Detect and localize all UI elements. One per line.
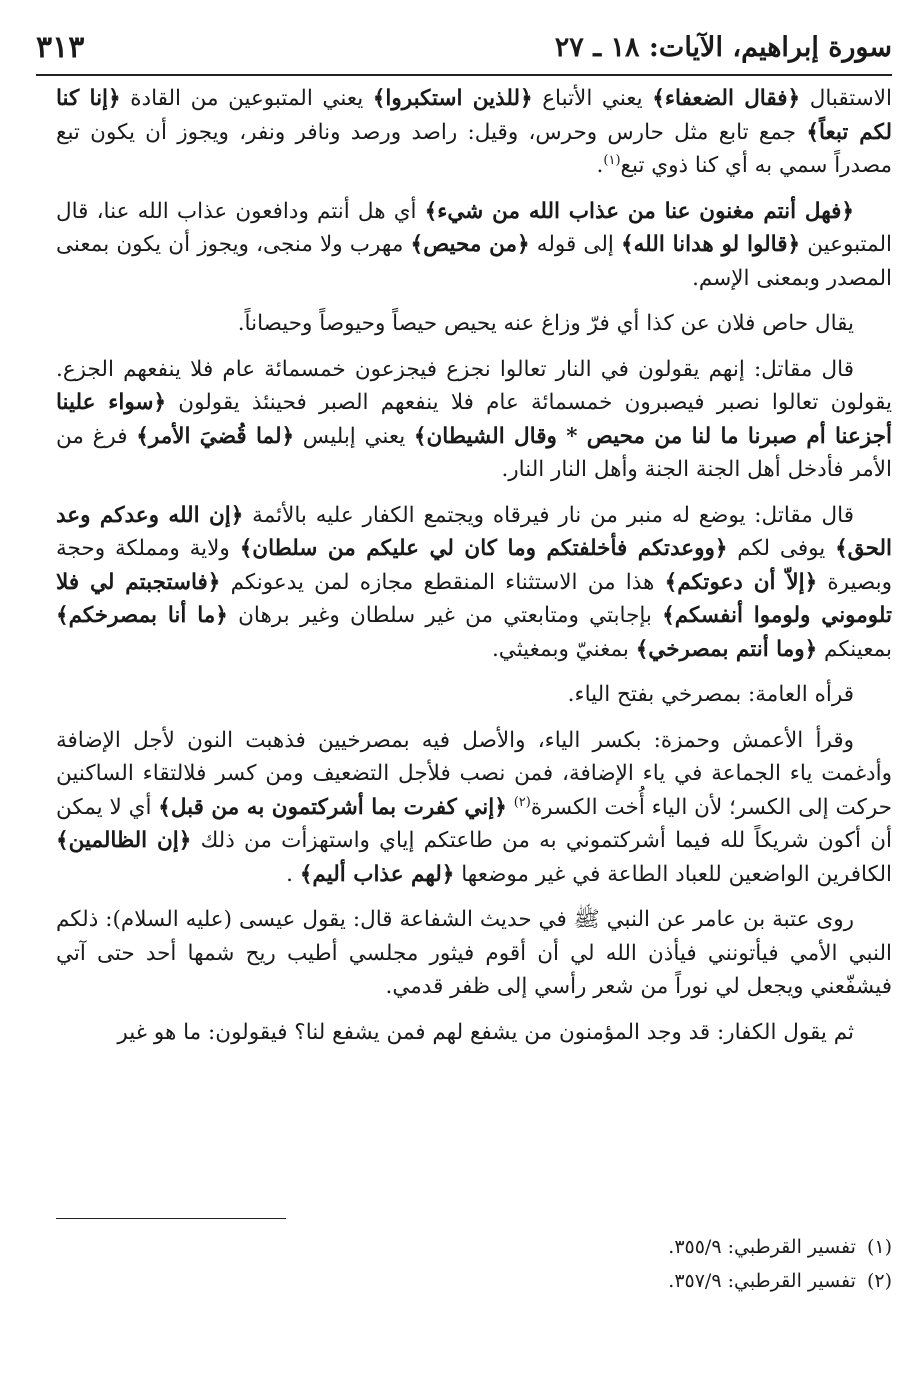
footnote-ref: (٢) bbox=[513, 794, 531, 810]
page-header bbox=[36, 30, 892, 70]
footnote-2 bbox=[56, 1264, 892, 1298]
paragraph-2: ﴿فهل أنتم مغنون عنا من عذاب الله من شيء﴾ أي هل أنتم ودافعون عذاب الله عنا، قال المتبوعين ﴿قالوا لو هدانا الله﴾ إلى قوله ﴿من محيص﴾ مهرب ولا منجى، ويجوز أن يكون بمعنى المصدر وبمعنى الإسم. bbox=[56, 198, 892, 291]
paragraph-5: قال مقاتل: يوضع له منبر من نار فيرقاه ويجتمع الكفار عليه بالأئمة ﴿إن الله وعدكم وعد الحق﴾ يوفى لكم ﴿ووعدتكم فأخلفتكم وما كان لي عليكم من سلطان﴾ ولاية ومملكة وحجة وبصيرة ﴿إلاّ أن دعوتكم﴾ هذا من الاستثناء المنقطع مجازه لمن يدعونكم ﴿فاستجبتم لي فلا تلوموني ولوموا أنفسكم﴾ بإجابتي ومتابعتي من غير سلطان وغير برهان ﴿ما أنا بمصرخكم﴾ بمعينكم ﴿وما أنتم بمصرخي﴾ بمغنيّ وبمغيثي. bbox=[56, 502, 893, 662]
book-page bbox=[36, 0, 893, 1373]
running-head-title: سورة إبراهيم، الآيات: ١٨ ـ ٢٧ bbox=[554, 32, 892, 63]
footnotes bbox=[56, 1230, 892, 1298]
paragraph-8: روى عتبة بن عامر عن النبي ﷺ في حديث الشفاعة قال: يقول عيسى (عليه السلام): ذلكم النبي الأمي فيأتونني فيأذن الله لي أن أقوم فيثور مجلسي أطيب ريح شمها أحد حتى آتي فيشفّعني ويجعل لي نوراً من شعر رأسي إلى ظفر قدمي. bbox=[56, 907, 892, 999]
quran-quote: ﴿سواء علينا أجزعنا أم صبرنا ما لنا من محيص * وقال الشيطان﴾ bbox=[56, 390, 893, 449]
paragraph-9: ثم يقول الكفار: قد وجد المؤمنون من يشفع لهم فمن يشفع لنا؟ فيقولون: ما هو غير bbox=[117, 1019, 854, 1045]
quran-quote: ﴿وما أنتم بمصرخي﴾ bbox=[635, 636, 818, 662]
quran-quote: ﴿ووعدتكم فأخلفتكم وما كان لي عليكم من سلطان﴾ bbox=[239, 536, 728, 561]
quran-quote: ﴿إن الظالمين﴾ bbox=[56, 828, 192, 853]
page-body bbox=[56, 82, 892, 1061]
quran-quote: ﴿قالوا لو هدانا الله﴾ bbox=[621, 232, 801, 257]
footnote-rule bbox=[56, 1218, 286, 1219]
footnote-1 bbox=[56, 1230, 892, 1264]
paragraph-7: وقرأ الأعمش وحمزة: بكسر الياء، والأصل فيه بمصرخيين فذهبت النون لأجل الإضافة وأدغمت ياء الجماعة في ياء الإضافة، فمن نصب فلأجل التضعيف ومن كسر فلالتقاء الساكنين حركت إلى الكسر؛ لأن الياء أُخت الكسرة$^{(٢)}$ ﴿إني كفرت بما أشركتمون به من قبل﴾ أي لا يمكن أن أكون شريكاً لله فيما أشركتموني به من طاعتكم إياي واستهزأت من ذلك ﴿إن الظالمين﴾ الكافرين الواضعين للعباد الطاعة في غير موضعها ﴿لهم عذاب أليم﴾ . bbox=[56, 727, 892, 887]
quran-quote: ﴿فقال الضعفاء﴾ bbox=[652, 86, 801, 111]
page-number: ٣١٣ bbox=[36, 30, 85, 65]
quran-quote: ﴿إني كفرت بما أشركتمون به من قبل﴾ bbox=[158, 794, 507, 820]
footnote-text: تفسير القرطبي: ٣٥٥/٩. bbox=[668, 1236, 856, 1258]
footnote-text: تفسير القرطبي: ٣٥٧/٩. bbox=[668, 1270, 856, 1292]
quran-quote: ﴿إن الله وعدكم وعد الحق﴾ bbox=[56, 502, 892, 561]
paragraph-6: قرأه العامة: بمصرخي بفتح الياء. bbox=[567, 682, 854, 707]
footnote-ref: (١) bbox=[603, 152, 621, 168]
quran-quote: ﴿إلاّ أن دعوتكم﴾ bbox=[664, 569, 818, 595]
paragraph-4: قال مقاتل: إنهم يقولون في النار تعالوا نجزع فيجزعون خمسمائة عام فلا ينفعهم الجزع. يقولون تعالوا نصبر فيصبرون خمسمائة عام فلا ينفعهم الصبر فحينئذ يقولون ﴿سواء علينا أجزعنا أم صبرنا ما لنا من محيص * وقال الشيطان﴾ يعني إبليس ﴿لما قُضيَ الأمر﴾ فرغ من الأمر فأدخل أهل الجنة الجنة وأهل النار النار. bbox=[56, 356, 893, 482]
paragraph-1: الاستقبال ﴿فقال الضعفاء﴾ يعني الأتباع ﴿للذين استكبروا﴾ يعني المتبوعين من القادة ﴿إنا كنا لكم تبعاً﴾ جمع تابع مثل حارس وحرس، وقيل: راصد ورصد ونافر ونفر، ويجوز أن يكون تبع مصدراً سمي به أي كنا ذوي تبع$^{(١)}$. bbox=[56, 86, 892, 178]
footnote-mark: (١) bbox=[866, 1236, 892, 1258]
quran-quote: ﴿فهل أنتم مغنون عنا من عذاب الله من شيء﴾ bbox=[424, 198, 855, 224]
header-rule bbox=[36, 74, 892, 76]
quran-quote: ﴿ما أنا بمصرخكم﴾ bbox=[56, 603, 228, 628]
quran-quote: ﴿من محيص﴾ bbox=[410, 232, 530, 257]
paragraph-3: يقال حاص فلان عن كذا أي فرّ وزاغ عنه يحيص حيصاً وحيوصاً وحيصاناً. bbox=[237, 311, 854, 336]
quran-quote: ﴿إنا كنا لكم تبعاً﴾ bbox=[56, 86, 892, 145]
quran-quote: ﴿لهم عذاب أليم﴾ bbox=[299, 861, 455, 887]
quran-quote: ﴿للذين استكبروا﴾ bbox=[372, 86, 533, 111]
quran-quote: ﴿فاستجبتم لي فلا تلوموني ولوموا أنفسكم﴾ bbox=[56, 569, 893, 628]
footnote-mark: (٢) bbox=[866, 1270, 892, 1292]
quran-quote: ﴿لما قُضيَ الأمر﴾ bbox=[136, 423, 295, 449]
